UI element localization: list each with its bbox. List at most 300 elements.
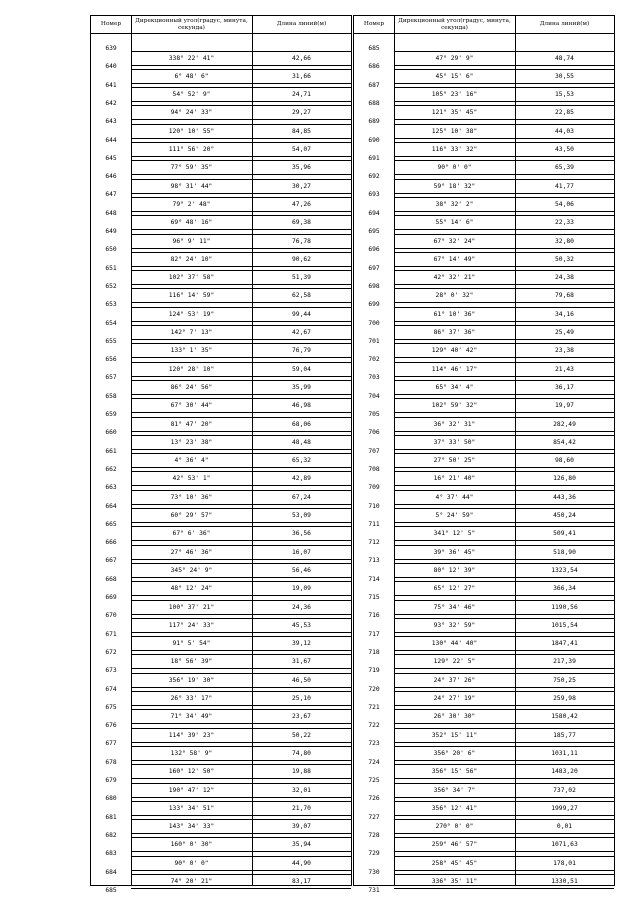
point-number: 673 (105, 667, 117, 675)
direction-angle-cell: 133° 1' 35" (170, 347, 213, 355)
point-number: 664 (105, 502, 117, 510)
row-divider (131, 83, 351, 84)
row-divider (394, 522, 614, 523)
point-number: 728 (368, 831, 380, 839)
row-divider (394, 819, 614, 820)
point-number: 647 (105, 191, 117, 199)
direction-angle-cell: 80° 12' 39" (433, 566, 476, 574)
row-divider (131, 467, 351, 468)
direction-angle-cell: 96° 9' 11" (172, 237, 211, 245)
row-divider (394, 284, 614, 285)
direction-angle-cell: 26° 33' 17" (170, 695, 213, 702)
row-divider (131, 815, 351, 816)
line-length-cell: 59,04 (292, 365, 311, 373)
row-divider (394, 417, 614, 418)
row-divider (394, 83, 614, 84)
row-divider (394, 156, 614, 157)
point-number: 682 (105, 831, 117, 839)
point-number: 694 (368, 209, 380, 217)
line-length-cell: 1323,54 (551, 566, 578, 574)
row-divider (394, 124, 614, 125)
row-divider (131, 691, 351, 692)
row-divider (394, 614, 614, 615)
row-divider (394, 51, 614, 52)
row-divider (131, 504, 351, 505)
point-number: 640 (105, 63, 117, 71)
direction-angle-cell: 26° 30' 30" (433, 713, 476, 721)
row-divider (394, 851, 614, 852)
row-divider (394, 833, 614, 834)
row-divider (131, 870, 351, 871)
row-divider (131, 600, 351, 601)
point-number: 653 (105, 301, 117, 309)
point-number: 687 (368, 81, 380, 89)
direction-angle-cell: 37° 33' 50" (433, 438, 476, 446)
row-divider (131, 687, 351, 688)
direction-angle-cell: 24° 27' 19" (433, 695, 476, 702)
row-divider (394, 339, 614, 340)
direction-angle-cell: 117° 24' 33" (168, 621, 215, 629)
point-number: 666 (105, 539, 117, 547)
row-divider (131, 252, 351, 253)
direction-angle-cell: 24° 37' 26" (433, 676, 476, 684)
point-number: 641 (105, 81, 117, 89)
point-number: 702 (368, 356, 380, 364)
row-divider (131, 343, 351, 344)
row-divider (131, 339, 351, 340)
direction-angle-cell: 336° 35' 11" (431, 878, 478, 885)
row-divider (394, 266, 614, 267)
direction-angle-cell: 18° 56' 39" (170, 658, 213, 666)
row-divider (394, 632, 614, 633)
direction-angle-cell: 42° 53' 1" (172, 475, 211, 483)
point-number: 681 (105, 813, 117, 821)
point-number: 701 (368, 337, 380, 345)
direction-angle-cell: 124° 53' 19" (168, 310, 215, 318)
row-divider (131, 540, 351, 541)
row-divider (131, 284, 351, 285)
row-divider (131, 174, 351, 175)
line-length-cell: 90,62 (292, 255, 311, 263)
row-divider (394, 321, 614, 322)
point-number: 714 (368, 575, 380, 583)
line-length-cell: 1071,63 (551, 841, 578, 849)
row-divider (131, 229, 351, 230)
line-length-cell: 46,98 (292, 402, 311, 410)
point-number: 686 (368, 63, 380, 71)
row-divider (394, 746, 614, 747)
row-divider (394, 650, 614, 651)
direction-angle-cell: 114° 39' 23" (168, 731, 215, 739)
line-length-cell: 74,80 (292, 749, 311, 757)
row-divider (394, 778, 614, 779)
row-divider (394, 705, 614, 706)
row-divider (394, 888, 614, 889)
point-number: 667 (105, 557, 117, 565)
row-divider (394, 490, 614, 491)
line-length-cell: 178,01 (553, 859, 576, 867)
line-length-cell: 1847,41 (551, 640, 578, 648)
line-length-cell: 15,53 (555, 91, 574, 99)
direction-angle-cell: 73° 10' 36" (170, 493, 213, 501)
row-divider (131, 874, 351, 875)
header-number: Номер (100, 21, 122, 28)
point-number: 674 (105, 685, 117, 693)
row-divider (131, 709, 351, 710)
row-divider (131, 545, 351, 546)
row-divider (131, 69, 351, 70)
row-divider (131, 124, 351, 125)
row-divider (394, 837, 614, 838)
row-divider (131, 234, 351, 235)
row-divider (131, 797, 351, 798)
direction-angle-cell: 61° 10' 36" (433, 310, 476, 318)
row-divider (131, 449, 351, 450)
point-number: 670 (105, 612, 117, 620)
row-divider (394, 526, 614, 527)
direction-angle-cell: 116° 14' 59" (168, 292, 215, 300)
direction-angle-cell: 6° 48' 6" (174, 72, 209, 80)
line-length-cell: 39,12 (292, 640, 311, 648)
row-divider (394, 248, 614, 249)
row-divider (131, 321, 351, 322)
row-divider (131, 760, 351, 761)
direction-angle-cell: 102° 37' 58" (168, 274, 215, 282)
point-number: 727 (368, 813, 380, 821)
line-length-cell: 84,85 (292, 127, 311, 135)
row-divider (394, 431, 614, 432)
row-divider (131, 362, 351, 363)
row-divider (131, 156, 351, 157)
row-divider (131, 357, 351, 358)
row-divider (394, 193, 614, 194)
row-divider (394, 394, 614, 395)
line-length-cell: 25,10 (292, 695, 311, 702)
row-divider (394, 229, 614, 230)
row-divider (394, 160, 614, 161)
direction-angle-cell: 38° 32' 2" (435, 200, 474, 208)
line-length-cell: 24,38 (555, 274, 574, 282)
direction-angle-cell: 133° 34' 51" (168, 804, 215, 812)
line-length-cell: 22,33 (555, 219, 574, 227)
direction-angle-cell: 125° 10' 38" (431, 127, 478, 135)
direction-angle-cell: 94° 24' 33" (170, 109, 213, 117)
point-number: 651 (105, 264, 117, 272)
row-divider (131, 485, 351, 486)
line-length-cell: 750,25 (553, 676, 576, 684)
row-divider (131, 87, 351, 88)
row-divider (394, 563, 614, 564)
direction-angle-cell: 160° 12' 50" (168, 768, 215, 776)
point-number: 717 (368, 630, 380, 638)
row-divider (394, 69, 614, 70)
point-number: 704 (368, 392, 380, 400)
row-divider (131, 431, 351, 432)
row-divider (131, 522, 351, 523)
line-length-cell: 854,42 (553, 438, 576, 446)
direction-angle-cell: 341° 12' 5" (433, 530, 476, 538)
line-length-cell: 443,36 (553, 493, 576, 501)
row-divider (131, 266, 351, 267)
row-divider (394, 211, 614, 212)
row-divider (131, 559, 351, 560)
direction-angle-cell: 59° 18' 32" (433, 182, 476, 190)
line-length-cell: 30,27 (292, 182, 311, 190)
direction-angle-cell: 81° 47' 20" (170, 420, 213, 428)
row-divider (394, 197, 614, 198)
row-divider (131, 65, 351, 66)
row-divider (131, 526, 351, 527)
row-divider (394, 545, 614, 546)
point-number: 685 (368, 45, 380, 52)
table-header (91, 16, 351, 34)
direction-angle-cell: 142° 7' 13" (170, 329, 213, 336)
point-number: 643 (105, 118, 117, 126)
line-length-cell: 509,41 (553, 530, 576, 538)
point-number: 679 (105, 777, 117, 784)
direction-angle-cell: 121° 35' 45" (431, 109, 478, 117)
direction-angle-cell: 54° 52' 9" (172, 91, 211, 99)
row-divider (394, 467, 614, 468)
row-divider (131, 417, 351, 418)
line-length-cell: 36,56 (292, 530, 311, 538)
line-length-cell: 44,90 (292, 859, 311, 867)
direction-angle-cell: 36° 32' 31" (433, 420, 476, 428)
point-number: 665 (105, 520, 117, 528)
row-divider (394, 870, 614, 871)
row-divider (394, 471, 614, 472)
line-length-cell: 19,88 (292, 768, 311, 776)
row-divider (394, 783, 614, 784)
line-length-cell: 450,24 (553, 512, 576, 519)
point-number: 712 (368, 539, 380, 547)
row-divider (394, 595, 614, 596)
direction-angle-cell: 270° 0' 0" (435, 823, 474, 831)
point-number: 683 (105, 850, 117, 858)
point-number: 691 (368, 154, 380, 162)
point-number: 689 (368, 118, 380, 126)
line-length-cell: 67,24 (292, 493, 311, 501)
direction-angle-cell: 42° 32' 21" (433, 274, 476, 282)
header-angle: Дирекционный угол(градус, минута, секунда) (135, 18, 248, 31)
point-number: 652 (105, 282, 117, 290)
coordinate-table-left (90, 15, 352, 894)
line-length-cell: 42,67 (292, 329, 311, 336)
row-divider (394, 252, 614, 253)
row-divider (131, 138, 351, 139)
point-number: 706 (368, 429, 380, 437)
direction-angle-cell: 352° 15' 11" (431, 731, 478, 739)
line-length-cell: 50,32 (555, 255, 574, 263)
row-divider (394, 636, 614, 637)
direction-angle-cell: 27° 46' 36" (170, 548, 213, 556)
row-divider (394, 376, 614, 377)
line-length-cell: 29,27 (292, 109, 311, 117)
point-number: 672 (105, 648, 117, 656)
line-length-cell: 1190,56 (551, 603, 578, 611)
header-angle: Дирекционный угол(градус, минута, секунда) (398, 18, 511, 31)
line-length-cell: 737,02 (553, 786, 576, 794)
point-number: 657 (105, 374, 117, 382)
point-number: 697 (368, 264, 380, 272)
line-length-cell: 0,01 (556, 823, 573, 831)
direction-angle-cell: 160° 0' 30" (170, 841, 213, 849)
point-number: 677 (105, 740, 117, 748)
point-number: 660 (105, 429, 117, 437)
row-divider (131, 577, 351, 578)
line-length-cell: 45,53 (292, 621, 311, 629)
line-length-cell: 16,07 (292, 548, 311, 556)
line-length-cell: 98,60 (555, 457, 574, 465)
point-number: 729 (368, 850, 380, 858)
row-divider (394, 760, 614, 761)
row-divider (131, 197, 351, 198)
line-length-cell: 35,94 (292, 841, 311, 849)
row-divider (131, 325, 351, 326)
line-length-cell: 65,32 (292, 457, 311, 465)
row-divider (131, 673, 351, 674)
row-divider (131, 394, 351, 395)
point-number: 680 (105, 795, 117, 803)
row-divider (394, 179, 614, 180)
row-divider (394, 325, 614, 326)
line-length-cell: 53,09 (292, 512, 311, 519)
point-number: 716 (368, 612, 380, 620)
row-divider (131, 142, 351, 143)
line-length-cell: 69,38 (292, 219, 311, 227)
line-length-cell: 19,09 (292, 585, 311, 593)
header-length: Длина линий(м) (276, 21, 327, 28)
row-divider (131, 819, 351, 820)
row-divider (394, 600, 614, 601)
point-number: 642 (105, 99, 117, 107)
direction-angle-cell: 77° 59' 35" (170, 164, 213, 172)
point-number: 678 (105, 758, 117, 766)
row-divider (131, 632, 351, 633)
point-number: 715 (368, 594, 380, 601)
row-divider (394, 270, 614, 271)
row-divider (131, 119, 351, 120)
row-divider (394, 234, 614, 235)
direction-angle-cell: 259° 46' 57" (431, 841, 478, 849)
row-divider (131, 833, 351, 834)
row-divider (394, 215, 614, 216)
line-length-cell: 76,78 (292, 237, 311, 245)
point-number: 710 (368, 502, 380, 510)
row-divider (394, 357, 614, 358)
direction-angle-cell: 98° 31' 44" (170, 182, 213, 190)
line-length-cell: 217,39 (553, 658, 576, 666)
direction-angle-cell: 111° 56' 20" (168, 146, 215, 153)
row-divider (394, 412, 614, 413)
row-divider (394, 362, 614, 363)
point-number: 705 (368, 411, 380, 418)
row-divider (131, 723, 351, 724)
point-number: 724 (368, 758, 380, 766)
direction-angle-cell: 86° 24' 56" (170, 383, 213, 391)
direction-angle-cell: 356° 12' 41" (431, 804, 478, 812)
point-number: 668 (105, 575, 117, 583)
direction-angle-cell: 143° 34' 33" (168, 823, 215, 831)
row-divider (131, 618, 351, 619)
row-divider (131, 160, 351, 161)
direction-angle-cell: 67° 6' 36" (172, 530, 211, 538)
line-length-cell: 51,39 (292, 274, 311, 282)
direction-angle-cell: 130° 44' 40" (431, 640, 478, 648)
direction-angle-cell: 48° 12' 24" (170, 585, 213, 593)
table-header (354, 16, 614, 34)
row-divider (131, 778, 351, 779)
row-divider (131, 51, 351, 52)
point-number: 707 (368, 447, 380, 455)
row-divider (394, 668, 614, 669)
direction-angle-cell: 55° 14' 6" (435, 219, 474, 227)
line-length-cell: 185,77 (553, 731, 576, 739)
point-number: 639 (105, 45, 117, 52)
point-number: 723 (368, 740, 380, 748)
row-divider (394, 101, 614, 102)
line-length-cell: 56,46 (292, 566, 311, 574)
point-number: 658 (105, 392, 117, 400)
direction-angle-cell: 91° 5' 54" (172, 640, 211, 648)
row-divider (131, 211, 351, 212)
row-divider (394, 691, 614, 692)
row-divider (394, 856, 614, 857)
row-divider (131, 435, 351, 436)
direction-angle-cell: 67° 30' 44" (170, 402, 213, 410)
line-length-cell: 79,68 (555, 292, 574, 300)
row-divider (394, 435, 614, 436)
header-length: Длина линий(м) (539, 21, 590, 28)
row-divider (394, 709, 614, 710)
line-length-cell: 24,36 (292, 603, 311, 611)
direction-angle-cell: 39° 36' 45" (433, 548, 476, 556)
row-divider (131, 248, 351, 249)
line-length-cell: 19,97 (555, 402, 574, 410)
row-divider (131, 742, 351, 743)
direction-angle-cell: 258° 45' 45" (431, 859, 478, 867)
point-number: 654 (105, 319, 117, 327)
row-divider (394, 508, 614, 509)
direction-angle-cell: 65° 12' 27" (433, 585, 476, 593)
row-divider (131, 705, 351, 706)
point-number: 688 (368, 99, 380, 107)
row-divider (131, 307, 351, 308)
direction-angle-cell: 105° 23' 16" (431, 91, 478, 99)
line-length-cell: 1015,54 (551, 621, 578, 629)
row-divider (131, 376, 351, 377)
point-number: 676 (105, 722, 117, 730)
point-number: 726 (368, 795, 380, 803)
row-divider (131, 837, 351, 838)
row-divider (131, 380, 351, 381)
row-divider (131, 270, 351, 271)
row-divider (394, 138, 614, 139)
row-divider (394, 504, 614, 505)
row-divider (131, 453, 351, 454)
line-length-cell: 282,49 (553, 420, 576, 428)
header-number: Номер (363, 21, 385, 28)
direction-angle-cell: 5° 24' 59" (435, 512, 474, 519)
row-divider (394, 142, 614, 143)
row-divider (131, 101, 351, 102)
line-length-cell: 99,44 (292, 310, 311, 318)
direction-angle-cell: 338° 22' 41" (168, 54, 215, 62)
point-number: 655 (105, 337, 117, 345)
line-length-cell: 48,74 (555, 54, 574, 62)
row-divider (394, 559, 614, 560)
row-divider (394, 302, 614, 303)
